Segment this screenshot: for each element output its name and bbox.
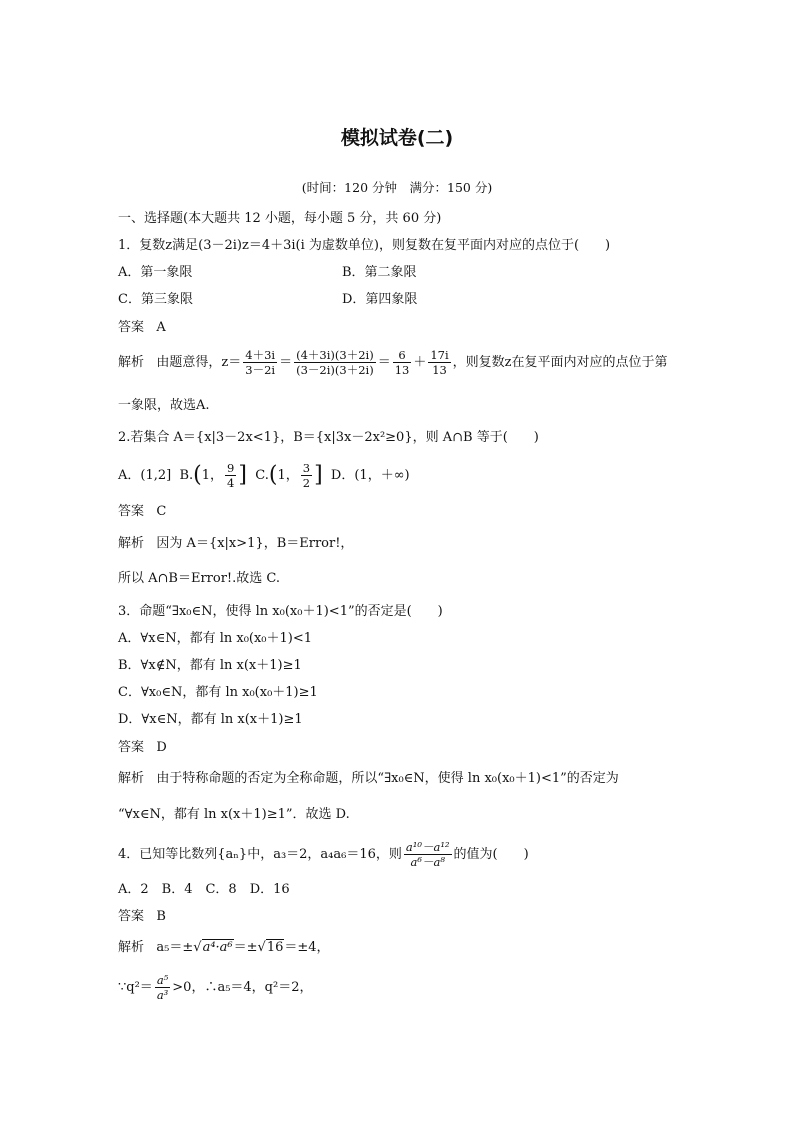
- answer-label: 答案: [118, 740, 145, 755]
- q3-analysis: [118, 770, 619, 788]
- fraction-denominator: 3－2i: [245, 363, 276, 377]
- fraction: [225, 461, 236, 490]
- q1-stem: 1．复数z满足(3－2i)z＝4＋3i(i 为虚数单位)，则复数在复平面内对应的点位于( ): [118, 238, 611, 253]
- q2-option-a: A．(1,2]: [118, 468, 172, 483]
- q1-option-b: B．第二象限: [342, 265, 417, 280]
- q4-analysis-line2: [118, 970, 312, 1006]
- q4-options: A．2 B．4 C．8 D．16: [118, 882, 290, 897]
- answer-value: B: [156, 909, 166, 924]
- fraction: [393, 348, 412, 377]
- answer-label: 答案: [118, 909, 145, 924]
- analysis-text: a₅＝±: [156, 940, 194, 955]
- q2-option-b-label: B.: [179, 468, 194, 483]
- exam-info: (时间：120 分钟 满分：150 分): [301, 180, 493, 195]
- q1-analysis: 解析 由题意得，z＝ $\frac{4+3i}{3-2i}$ ＝ $\frac{(4+3i)(3+2i)}{(3-2i)(3+2i)}$ ＝ $\frac{6}{13}$ ＋ $\frac{17i}{13}$ ，则复数z在复平面内对应的点位于第: [118, 348, 668, 377]
- q2-answer: [118, 503, 166, 521]
- q4-analysis: [118, 939, 330, 957]
- q3-option-a: A．∀x∈N，都有 ln x₀(x₀＋1)<1: [118, 631, 313, 646]
- fraction-denominator: 4: [227, 476, 235, 490]
- fraction-numerator: (4＋3i)(3＋2i): [296, 348, 374, 362]
- q3-option-b: B．∀x∉N，都有 ln x(x＋1)≥1: [118, 658, 302, 673]
- analysis-label: 解析: [118, 355, 145, 370]
- q1-option-a: A．第一象限: [118, 265, 193, 280]
- analysis-text: 由于特称命题的否定为全称命题，所以“∃x₀∈N，使得 ln x₀(x₀＋1)<1”的否定为: [156, 771, 619, 786]
- q1-option-c: C．第三象限: [118, 292, 193, 307]
- sqrt-radicand: 16: [266, 940, 284, 955]
- analysis-label: 解析: [118, 536, 145, 551]
- q4-stem-text: 的值为( ): [453, 847, 529, 862]
- fraction-denominator: (3－2i)(3＋2i): [296, 363, 374, 377]
- q3-analysis-line2: “∀x∈N，都有 ln x(x＋1)≥1”．故选 D.: [118, 807, 350, 822]
- fraction-numerator: a⁵: [156, 973, 169, 987]
- analysis-text: ∵q²＝: [118, 980, 153, 995]
- fraction: [155, 973, 170, 1002]
- q2-stem: 2.若集合 A＝{x|3－2x<1}，B＝{x|3x－2x²≥0}，则 A∩B 等于( ): [118, 430, 539, 445]
- sqrt-radicand: a⁴·a⁶: [202, 940, 233, 955]
- fraction: [301, 461, 312, 490]
- q3-answer: [118, 739, 167, 757]
- bracket: (: [268, 462, 278, 488]
- q1-answer: [118, 319, 166, 337]
- fraction-numerator: 17i: [430, 348, 449, 362]
- analysis-text: 因为 A＝{x|x>1}，B＝Error!，: [156, 536, 354, 551]
- bracket: ]: [238, 462, 247, 488]
- analysis-text: 由题意得，z＝: [156, 355, 242, 370]
- fraction-numerator: 3: [302, 461, 311, 475]
- fraction-denominator: 13: [432, 363, 447, 377]
- q3-option-c: C．∀x₀∈N，都有 ln x₀(x₀＋1)≥1: [118, 685, 318, 700]
- q4-stem: [118, 837, 529, 873]
- page-title: 模拟试卷(二): [340, 127, 454, 149]
- analysis-label: 解析: [118, 940, 145, 955]
- q2-analysis-line2: 所以 A∩B＝Error!.故选 C.: [118, 571, 281, 586]
- analysis-text: ，则复数z在复平面内对应的点位于第: [452, 355, 668, 370]
- fraction: [404, 840, 452, 869]
- bracket: (: [193, 462, 202, 488]
- answer-label: 答案: [118, 320, 145, 335]
- q4-answer: [118, 908, 166, 926]
- q2-option-c-label: C.: [255, 468, 269, 483]
- answer-value: C: [156, 504, 167, 519]
- fraction: [428, 348, 450, 377]
- q1-option-d: D．第四象限: [342, 292, 418, 307]
- q4-stem-text: 4．已知等比数列{aₙ}中，a₃＝2，a₄a₆＝16，则: [118, 847, 402, 862]
- section-heading: 一、选择题(本大题共 12 小题，每小题 5 分，共 60 分): [118, 211, 442, 226]
- q2-option-d: D．(1，＋∞): [330, 468, 410, 483]
- fraction-numerator: a¹⁰－a¹²: [405, 840, 450, 854]
- fraction: [294, 348, 376, 377]
- square-root: √a⁴·a⁶: [193, 940, 233, 955]
- analysis-label: 解析: [118, 771, 145, 786]
- bracket: ]: [314, 462, 323, 488]
- fraction: [243, 348, 277, 377]
- fraction-denominator: 13: [394, 363, 410, 377]
- analysis-text: >0，∴a₅＝4，q²＝2，: [172, 980, 313, 995]
- q3-stem: 3．命题“∃x₀∈N，使得 ln x₀(x₀＋1)<1”的否定是( ): [118, 604, 443, 619]
- fraction-numerator: 4＋3i: [245, 348, 276, 362]
- q3-option-d: D．∀x∈N，都有 ln x(x＋1)≥1: [118, 712, 303, 727]
- fraction-denominator: 2: [302, 476, 311, 490]
- q1-analysis-line2: 一象限，故选A.: [118, 398, 210, 413]
- fraction-denominator: a⁶－a⁸: [410, 855, 445, 869]
- answer-value: D: [156, 740, 167, 755]
- q2-analysis: [118, 535, 353, 553]
- q2-options: A．(1,2] B.(1， $\frac{9}{4}$ ] C.(1， $\frac{3}{2}$ ] D．(1，＋∞): [118, 461, 410, 490]
- analysis-text: ＝±: [233, 940, 258, 955]
- answer-value: A: [156, 320, 166, 335]
- fraction-numerator: 6: [393, 348, 412, 363]
- square-root: √16: [257, 940, 284, 955]
- answer-label: 答案: [118, 504, 145, 519]
- analysis-text: ＝±4，: [284, 940, 330, 955]
- fraction-denominator: a³: [156, 988, 169, 1002]
- fraction-numerator: 9: [227, 461, 235, 475]
